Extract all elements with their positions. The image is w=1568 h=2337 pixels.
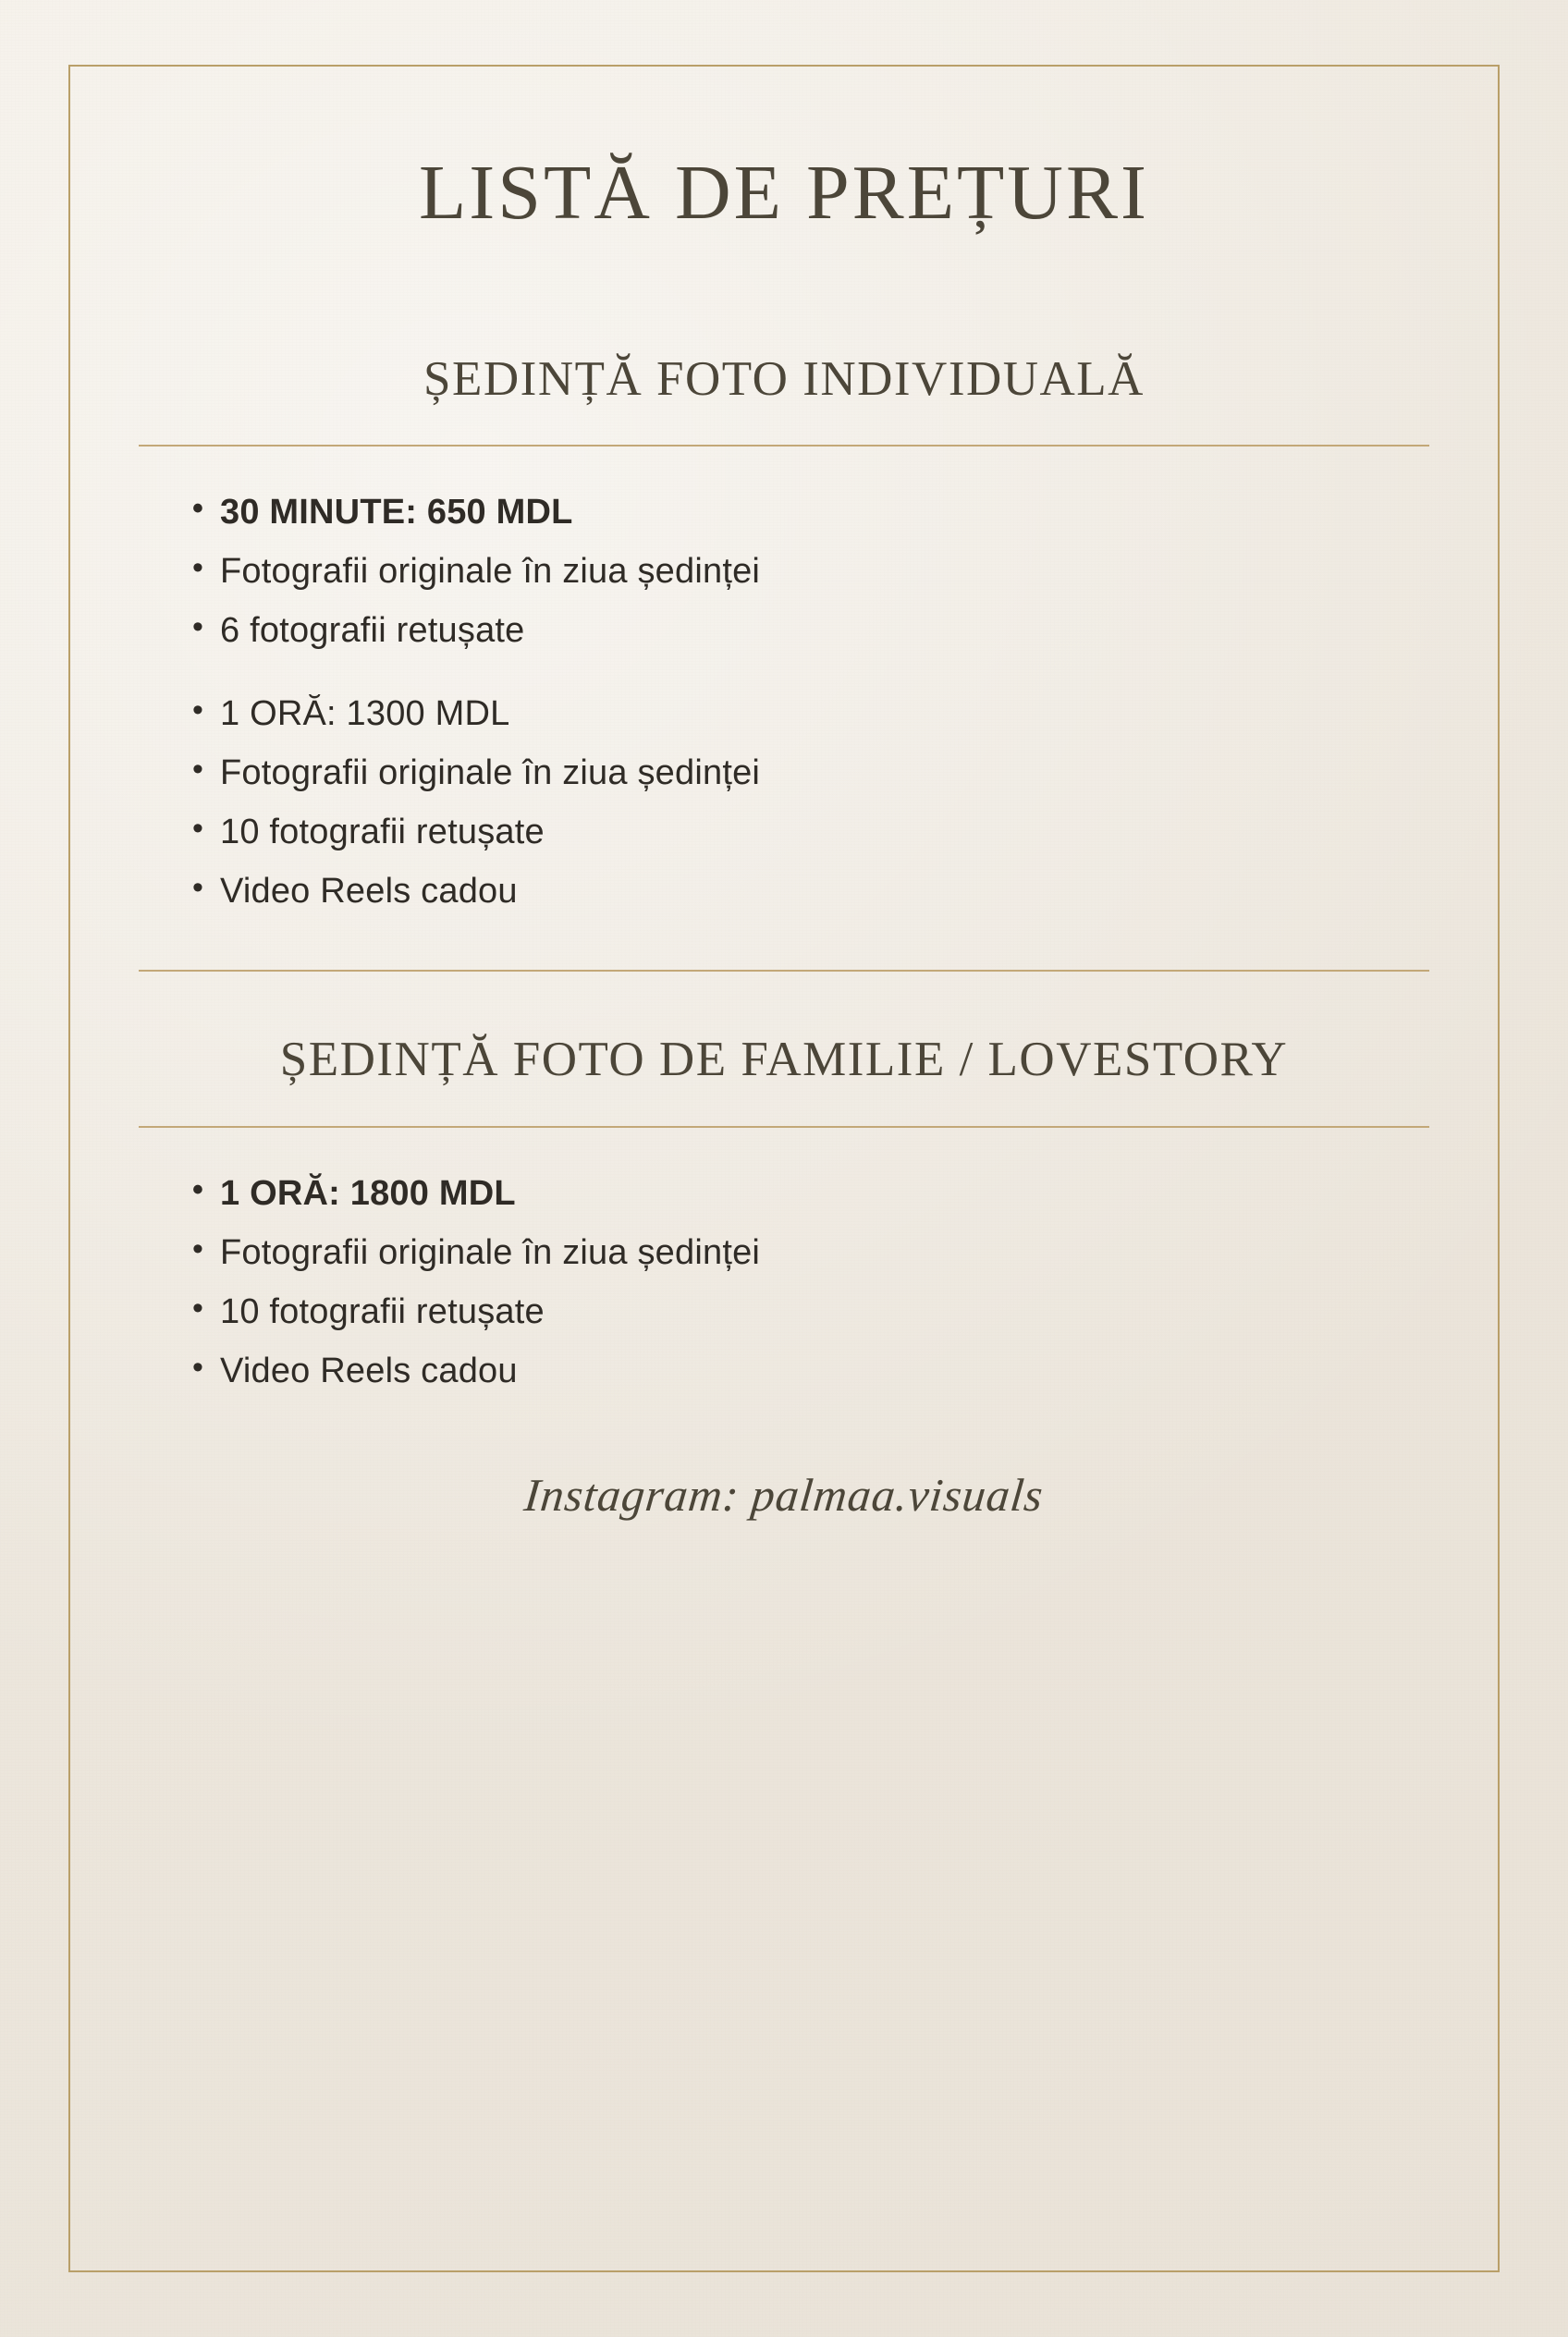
instagram-handle: Instagram: palmaa.visuals xyxy=(521,1468,1047,1521)
list-item: • Fotografii originale în ziua ședinței xyxy=(192,554,1429,589)
price-list-family xyxy=(139,1173,1429,1390)
list-item: • Video Reels cadou xyxy=(192,1353,1429,1389)
section-family-lovestory xyxy=(139,1029,1429,1388)
divider-between-sections xyxy=(139,970,1429,972)
list-item: • 10 fotografii retușate xyxy=(192,814,1429,850)
list-item: • 10 fotografii retușate xyxy=(192,1294,1429,1329)
page-title: LISTĂ DE PREȚURI xyxy=(419,150,1149,236)
price-list-individual xyxy=(139,493,1429,912)
list-item: • 1 ORĂ: 1300 MDL xyxy=(192,696,1429,731)
list-item: • 30 MINUTE: 650 MDL xyxy=(192,495,1429,530)
list-item: • 1 ORĂ: 1800 MDL xyxy=(192,1176,1429,1211)
list-item: • Video Reels cadou xyxy=(192,874,1429,909)
section-heading-individual: ȘEDINȚĂ FOTO INDIVIDUALĂ xyxy=(423,352,1145,407)
divider-under-family-heading xyxy=(139,1126,1429,1128)
section-heading-family: ȘEDINȚĂ FOTO DE FAMILIE / LOVESTORY xyxy=(279,1033,1289,1087)
list-item: • 6 fotografii retușate xyxy=(192,613,1429,648)
section-individual-session xyxy=(139,349,1429,912)
list-item: • Fotografii originale în ziua ședinței xyxy=(192,755,1429,790)
list-item: • Fotografii originale în ziua ședinței xyxy=(192,1235,1429,1270)
divider-under-individual-heading xyxy=(139,445,1429,447)
